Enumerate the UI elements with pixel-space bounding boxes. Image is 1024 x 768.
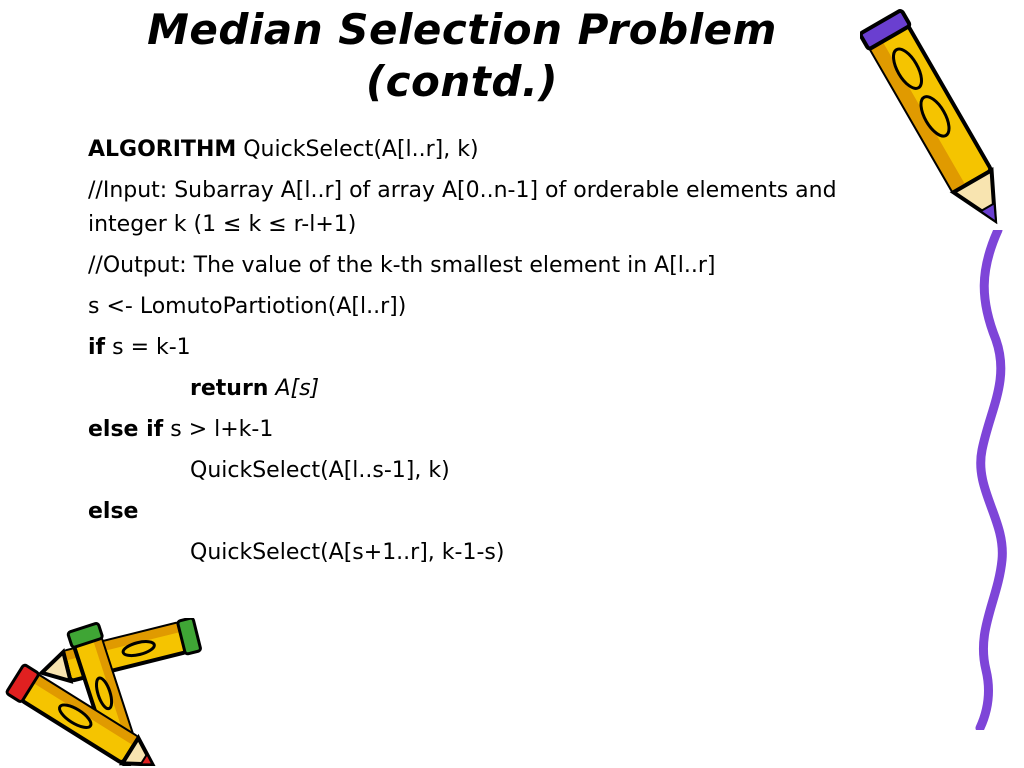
line-text: s = k-1 — [105, 335, 191, 360]
algorithm-body — [88, 133, 878, 577]
if-line — [88, 331, 878, 365]
keyword: ALGORITHM — [88, 137, 237, 162]
title-line-1: Median Selection Problem — [147, 5, 777, 54]
line-text: A[s] — [268, 376, 320, 401]
slide-title — [100, 4, 824, 108]
line-text: //Input: Subarray A[l..r] of array A[0..n-1] of orderable elements and integer k (1 ≤ k ≤ r-l+1) — [88, 178, 837, 237]
crossed-pencils-icon — [0, 618, 210, 766]
algorithm-header-line — [88, 133, 878, 167]
line-text: QuickSelect(A[l..s-1], k) — [190, 458, 450, 483]
pencil-icon — [860, 0, 1020, 250]
title-line-2: (contd.) — [365, 57, 559, 106]
line-text: s <- LomutoPartiotion(A[l..r]) — [88, 294, 407, 319]
output-comment-line — [88, 249, 878, 283]
line-text: QuickSelect(A[s+1..r], k-1-s) — [190, 540, 505, 565]
keyword: return — [190, 376, 269, 401]
keyword: else if — [88, 417, 164, 442]
else-line — [88, 495, 878, 529]
keyword: if — [88, 335, 106, 360]
line-text: QuickSelect(A[l..r], k) — [236, 137, 479, 162]
recursive-call-right-line — [88, 536, 878, 570]
keyword: else — [88, 499, 139, 524]
wavy-line-decoration — [960, 230, 1020, 730]
else-if-line — [88, 413, 878, 447]
return-line — [88, 372, 878, 406]
input-comment-line — [88, 174, 878, 242]
line-text: //Output: The value of the k-th smallest element in A[l..r] — [88, 253, 716, 278]
partition-line — [88, 290, 878, 324]
line-text: s > l+k-1 — [163, 417, 274, 442]
recursive-call-left-line — [88, 454, 878, 488]
